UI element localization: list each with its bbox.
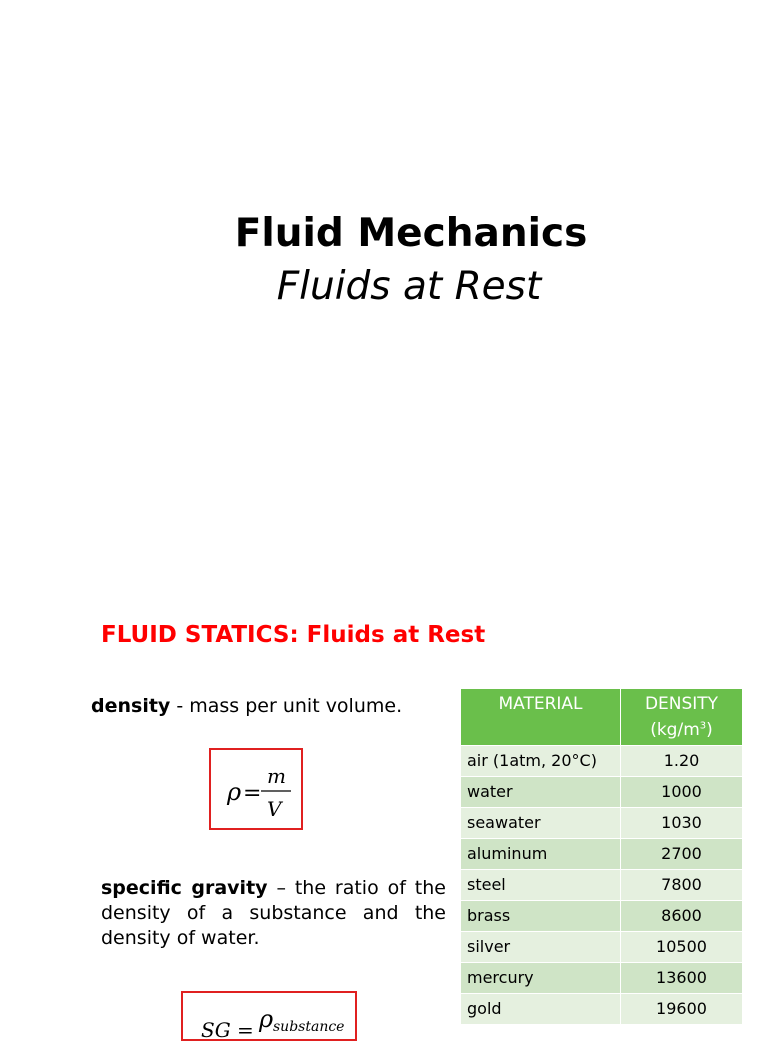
- specific-gravity-definition: [101, 876, 446, 951]
- density-formula-box: [209, 748, 303, 830]
- density-cell: 8600: [621, 900, 743, 931]
- table-row: [461, 869, 743, 900]
- density-cell: 19600: [621, 993, 743, 1024]
- material-cell: gold: [461, 993, 621, 1024]
- table-header-row: [461, 689, 743, 745]
- formula-rho: ρ: [227, 778, 242, 806]
- sg-equals: =: [237, 1018, 254, 1039]
- table-row: [461, 776, 743, 807]
- density-cell: 1.20: [621, 745, 743, 776]
- material-cell: silver: [461, 931, 621, 962]
- density-cell: 10500: [621, 931, 743, 962]
- material-cell: mercury: [461, 962, 621, 993]
- material-cell: air (1atm, 20°C): [461, 745, 621, 776]
- table-row: [461, 838, 743, 869]
- density-description: - mass per unit volume.: [170, 695, 403, 717]
- table-row: [461, 900, 743, 931]
- specific-gravity-term: specific gravity: [101, 877, 268, 899]
- section-heading: FLUID STATICS: Fluids at Rest: [101, 622, 486, 648]
- formula-numerator: m: [267, 764, 286, 788]
- density-term: density: [91, 695, 171, 717]
- table-row: [461, 931, 743, 962]
- material-cell: water: [461, 776, 621, 807]
- density-cell: 7800: [621, 869, 743, 900]
- density-cell: 2700: [621, 838, 743, 869]
- sg-rho: ρ: [259, 1005, 274, 1033]
- table-row: [461, 745, 743, 776]
- density-table: [461, 689, 743, 1024]
- specific-gravity-formula: [183, 993, 355, 1039]
- formula-equals: =: [243, 781, 262, 806]
- density-definition: [91, 694, 402, 718]
- table-row: [461, 993, 743, 1024]
- header-material: MATERIAL: [461, 689, 621, 745]
- slide-title: Fluid Mechanics: [234, 211, 588, 256]
- density-cell: 1030: [621, 807, 743, 838]
- material-cell: brass: [461, 900, 621, 931]
- density-cell: 1000: [621, 776, 743, 807]
- header-density-unit: $(kg/m^3)$: [650, 719, 713, 740]
- material-cell: seawater: [461, 807, 621, 838]
- header-density-label: DENSITY: [644, 694, 719, 714]
- specific-gravity-formula-box: [181, 991, 357, 1041]
- sg-subscript: substance: [273, 1019, 345, 1035]
- density-cell: 13600: [621, 962, 743, 993]
- header-density: [621, 689, 743, 745]
- formula-denominator: V: [267, 797, 282, 821]
- material-cell: steel: [461, 869, 621, 900]
- table-row: [461, 962, 743, 993]
- density-formula: [211, 750, 301, 828]
- specific-gravity-description: – the ratio of the density of a substance and the density of water.: [101, 877, 446, 949]
- sg-lhs: SG: [201, 1018, 231, 1039]
- material-cell: aluminum: [461, 838, 621, 869]
- slide-subtitle: Fluids at Rest: [276, 264, 542, 309]
- table-row: [461, 807, 743, 838]
